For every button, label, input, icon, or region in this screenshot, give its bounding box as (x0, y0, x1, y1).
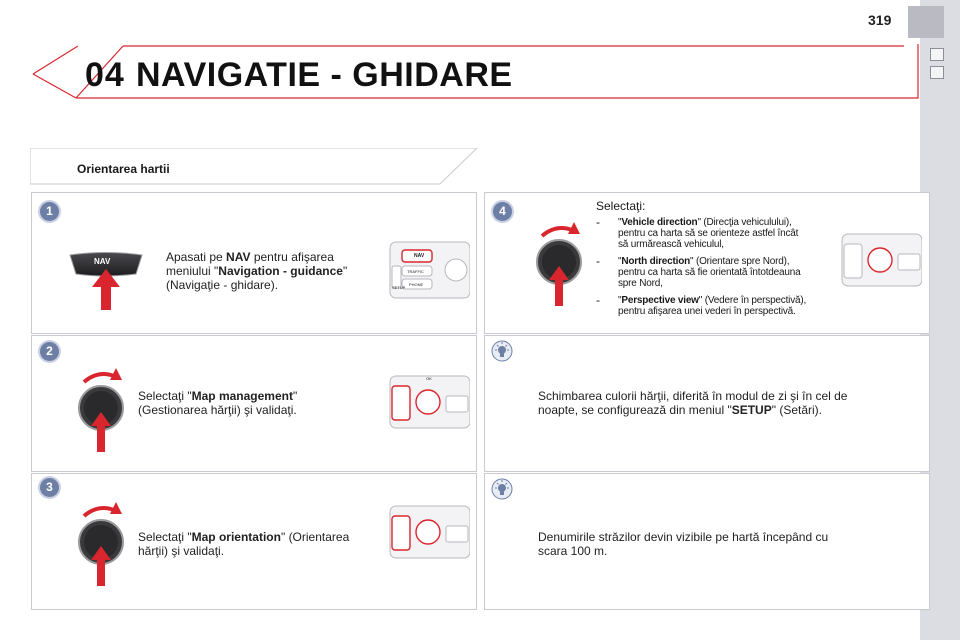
option-vehicle-direction: - "Vehicle direction" (Direcţia vehiculului), pentru ca harta să se orienteze astfel încât să urmărească vehiculul, (596, 215, 799, 250)
console-traffic-label: TRAFFIC (407, 269, 424, 274)
console-illustration-knob (840, 230, 922, 290)
step-2-badge: 2 (40, 342, 59, 361)
step-4-heading: Selectaţi: (596, 199, 646, 213)
step-4-badge: 4 (493, 202, 512, 221)
step-2-text: Selectaţi "Map management" (Gestionarea hărţii) şi validaţi. (138, 389, 298, 417)
step-3-text: Selectaţi "Map orientation" (Orientarea hărţii) şi validaţi. (138, 530, 350, 558)
nav-button-illustration (66, 252, 146, 312)
rotary-knob-illustration (66, 500, 136, 590)
chapter-number: 04 (85, 56, 125, 94)
console-illustration-nav (388, 240, 470, 300)
step-1-text: Apasati pe NAV pentru afişarea meniului "Navigation - guidance" (Navigaţie - ghidare). (166, 250, 348, 292)
lightbulb-icon (491, 478, 513, 500)
console-nav-label: NAV (414, 253, 425, 259)
step-4-text (596, 199, 836, 323)
step-1-badge: 1 (40, 202, 59, 221)
option-north-direction: - "North direction" (Orientare spre Nord), pentru ca harta să fie orientată întotdeauna spre Nord, (596, 254, 801, 289)
page-title: NAVIGATIE - GHIDARE (136, 56, 513, 94)
tip-2-text: Denumirile străzilor devin vizibile pe hartă începând cu scara 100 m. (538, 530, 829, 558)
page-number: 319 (868, 12, 892, 28)
console-illustration-knob (388, 502, 470, 562)
rotary-knob-illustration (66, 366, 136, 456)
rotary-knob-illustration (524, 220, 594, 310)
tip-1-text: Schimbarea culorii hărţii, diferită în modul de zi şi în cel de noapte, se configurează din meniul "SETUP" (Setări). (538, 389, 848, 417)
section-title: Orientarea hartii (77, 162, 170, 176)
nav-button-label: NAV (94, 257, 111, 266)
nav-square-icon (930, 48, 944, 61)
console-phone-label: PHONE (409, 282, 424, 287)
option-perspective-view: - "Perspective view" (Vedere în perspectivă), pentru afişarea unei vederi în perspectivă. (596, 293, 807, 317)
step-3-badge: 3 (40, 478, 59, 497)
nav-square-icon (930, 66, 944, 79)
console-ok-label: OK (426, 376, 432, 381)
console-illustration-knob (388, 372, 470, 432)
console-setup-label: SETUP (392, 285, 406, 290)
lightbulb-icon (491, 340, 513, 362)
